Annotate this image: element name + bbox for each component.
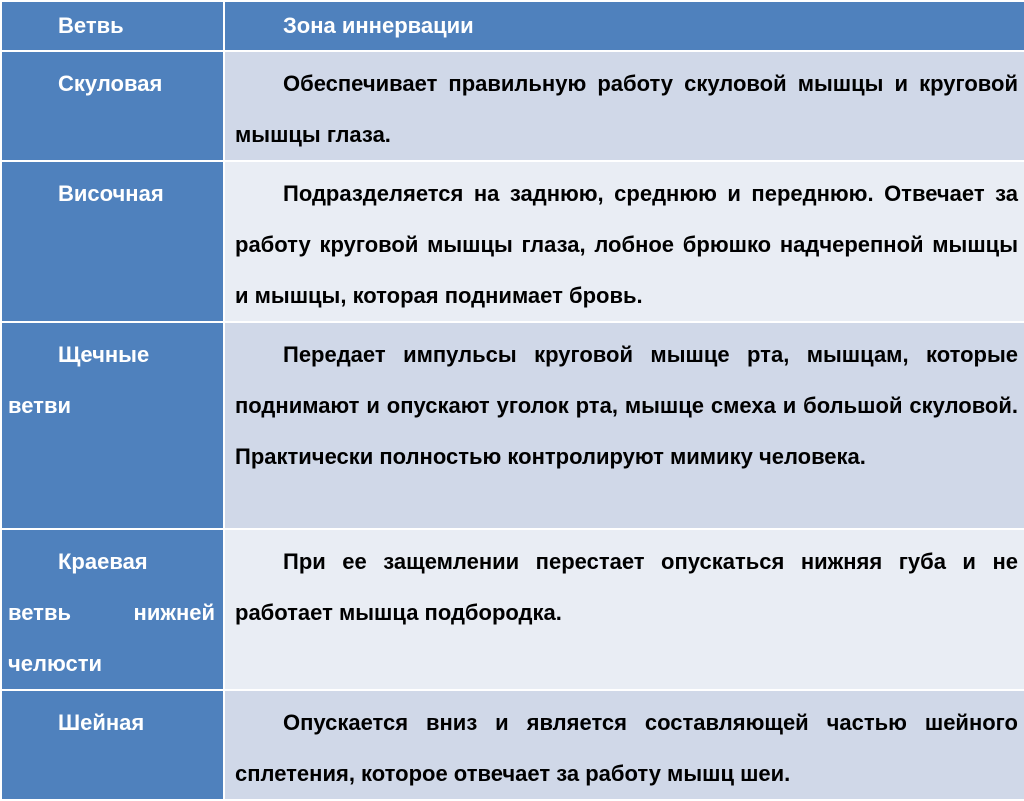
- branch-name: Височная: [58, 181, 164, 206]
- branch-name: Шейная: [58, 710, 145, 735]
- zone-description: При ее защемлении перестает опускаться нижняя губа и не работает мышца подбородка.: [235, 549, 1018, 625]
- branch-name: Щечные ветви: [8, 342, 150, 418]
- table-row: [1, 690, 1024, 800]
- branch-name: Скуловая: [58, 71, 163, 96]
- zone-description: Обеспечивает правильную работу скуловой мышцы и круговой мышцы глаза.: [235, 71, 1018, 147]
- branch-name: Краевая ветвь нижней челюсти: [8, 549, 215, 676]
- table-row: [1, 322, 1024, 529]
- table-row: [1, 161, 1024, 322]
- zone-description: Подразделяется на заднюю, среднюю и переднюю. Отвечает за работу круговой мышцы глаза, лобное брюшко надчерепной мышцы и мышцы, которая поднимает бровь.: [235, 181, 1018, 308]
- table-row: [1, 51, 1024, 161]
- table-row: [1, 529, 1024, 690]
- header-branch: Ветвь: [1, 1, 224, 51]
- zone-description: Опускается вниз и является составляющей частью шейного сплетения, которое отвечает за работу мышц шеи.: [235, 710, 1018, 786]
- table-header-row: [1, 1, 1024, 51]
- header-zone: Зона иннервации: [224, 1, 1024, 51]
- zone-description: Передает импульсы круговой мышце рта, мышцам, которые поднимают и опускают уголок рта, мышце смеха и большой скуловой. Практически полностью контролируют мимику человека.: [235, 342, 1018, 469]
